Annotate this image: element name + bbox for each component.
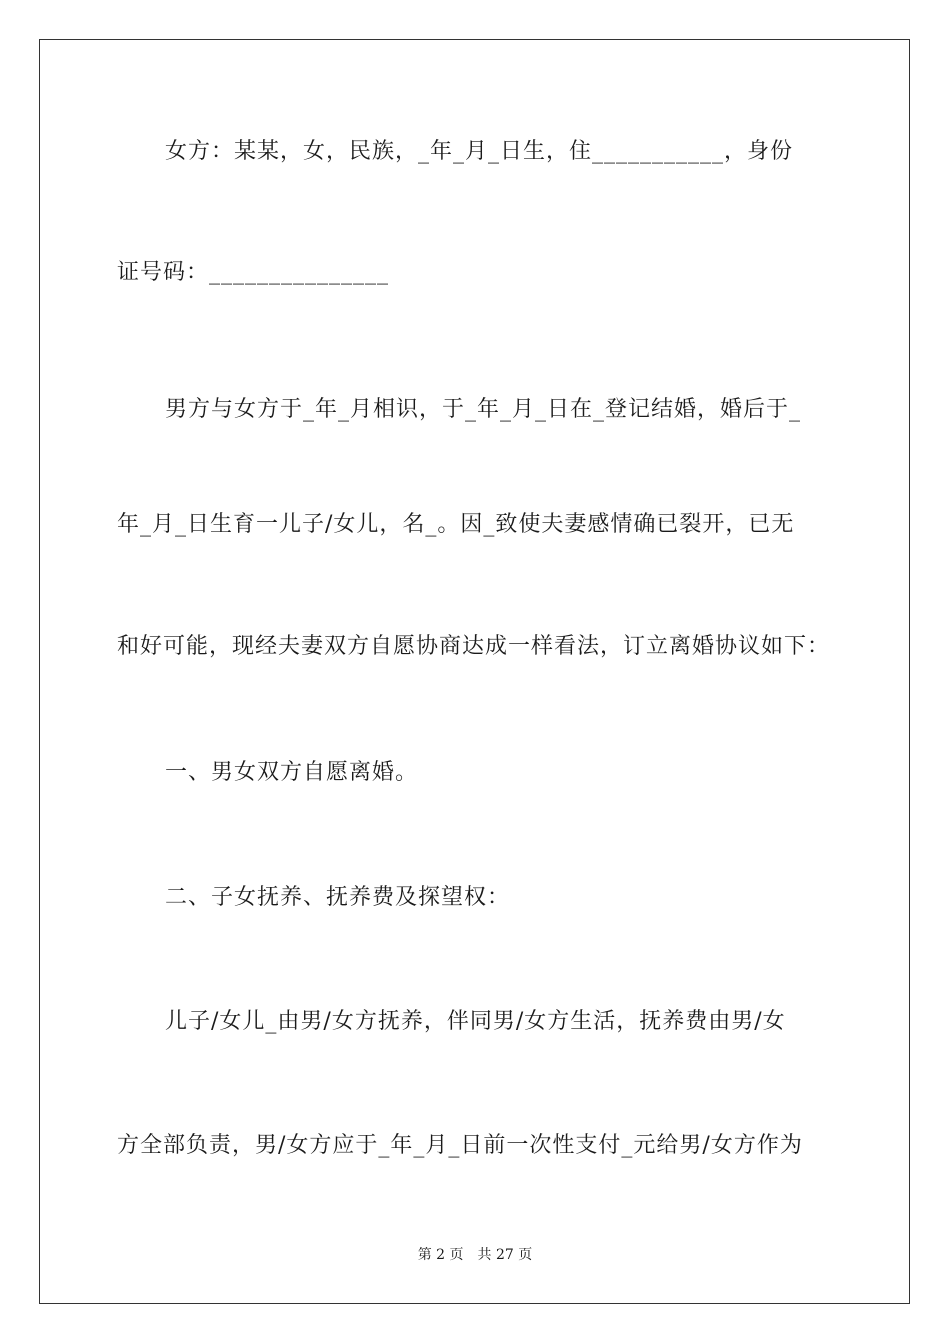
paragraph-line: 二、子女抚养、抚养费及探望权： <box>165 885 511 910</box>
paragraph-line: 和好可能，现经夫妻双方自愿协商达成一样看法，订立离婚协议如下： <box>117 634 831 659</box>
paragraph-line: 年_月_日生育一儿子/女儿，名_。因_致使夫妻感情确已裂开，已无 <box>117 512 795 537</box>
page-number-footer: 第 2 页 共 27 页 <box>417 1247 533 1263</box>
paragraph-line: 证号码：_______________ <box>117 260 390 285</box>
paragraph-line: 一、男女双方自愿离婚。 <box>165 760 419 785</box>
paragraph-line: 方全部负责，男/女方应于_年_月_日前一次性支付_元给男/女方作为 <box>117 1133 803 1158</box>
paragraph-line: 儿子/女儿_由男/女方抚养，伴同男/女方生活，抚养费由男/女 <box>165 1009 786 1034</box>
paragraph-line: 女方：某某，女，民族，_年_月_日生，住___________，身份 <box>165 139 794 164</box>
paragraph-line: 男方与女方于_年_月相识，于_年_月_日在_登记结婚，婚后于_ <box>165 397 802 422</box>
page-border <box>39 39 910 1304</box>
